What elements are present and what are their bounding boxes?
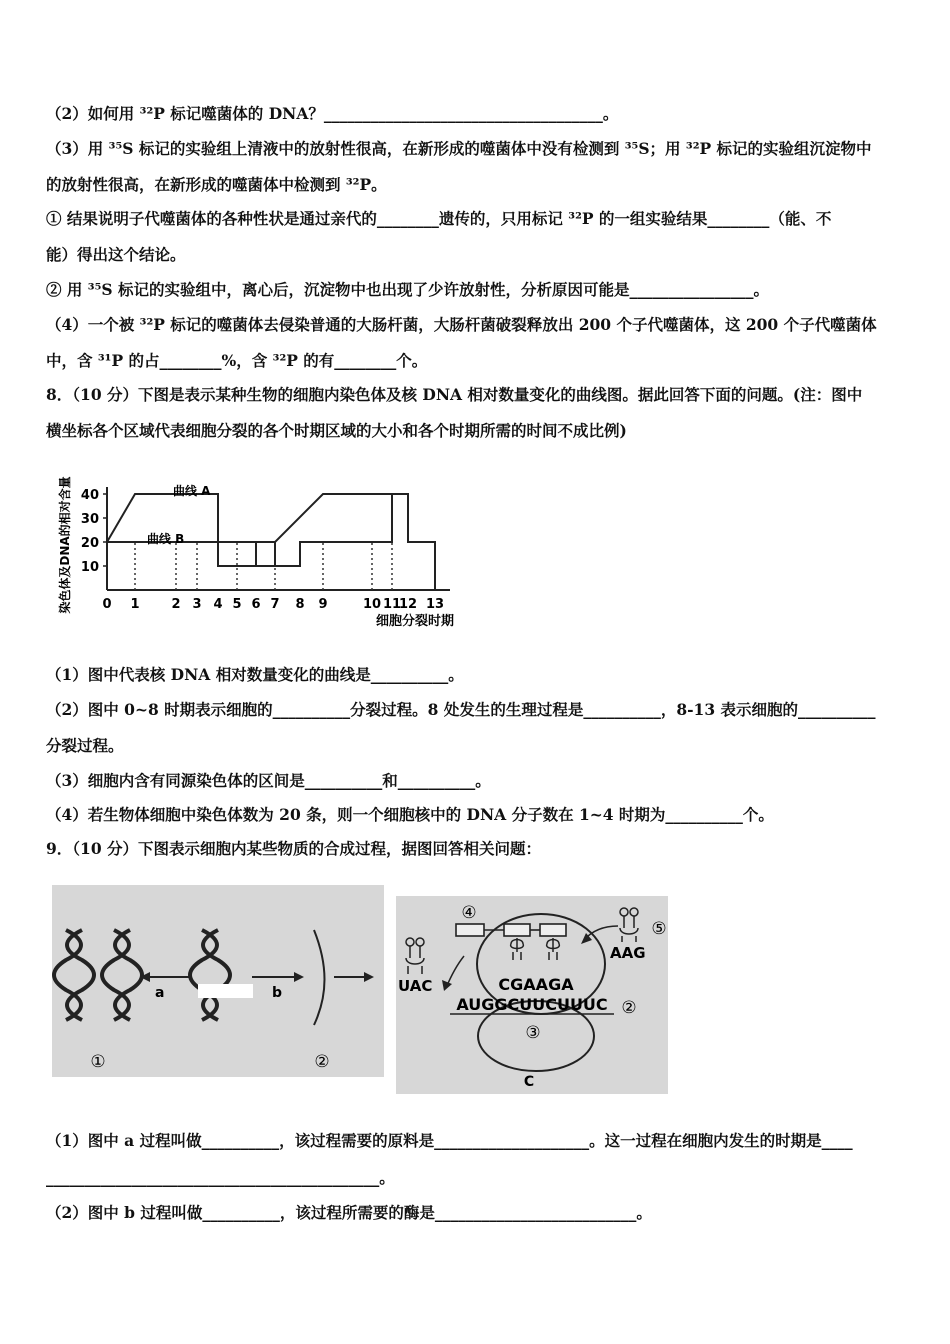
x-tick-label: 12 [398,597,418,612]
y-tick-label: 40 [80,488,99,503]
x-tick-label: 10 [362,597,382,612]
x-tick-label: 2 [171,597,181,612]
anticodon-uac: UAC [398,977,433,995]
q8-part2-line1: （2）图中 0~8 时期表示细胞的__________分裂过程。8 处发生的生理过程是__________，8-13 表示细胞的__________ [46,700,876,719]
q9-part1-line2: ___________________________________________。 [46,1168,395,1187]
q9-intro: 9．（10 分）下图表示细胞内某些物质的合成过程，据图回答相关问题： [46,839,542,858]
x-tick-label: 9 [318,597,328,612]
q7-part2: （2）如何用 ³²P 标记噬菌体的 DNA？____________________________________。 [46,104,619,123]
x-tick-label: 7 [270,597,280,612]
curve-a-line [107,494,435,566]
x-tick-label: 11 [382,597,402,612]
label-2: ② [314,1052,330,1072]
translation-figure [396,896,668,1094]
curve-a-label: 曲线 A [173,484,211,498]
label-3: ③ [525,1023,541,1043]
q9-part2: （2）图中 b 过程叫做__________，该过程所需要的酶是__________________________。 [46,1203,652,1222]
x-tick-label: 5 [232,597,242,612]
q7-part3-sub1-line1: ① 结果说明子代噬菌体的各种性状是通过亲代的________遗传的，只用标记 ³²P 的一组实验结果________（能、不 [46,209,832,228]
q9-part1-line1: （1）图中 a 过程叫做__________，该过程需要的原料是____________________。这一过程在细胞内发生的时期是____ [46,1131,853,1150]
q7-part3-sub2: ② 用 ³⁵S 标记的实验组中，离心后，沉淀物中也出现了少许放射性，分析原因可能是________________。 [46,280,769,299]
polypeptide-chain [456,924,566,936]
q7-part3-sub1-line2: 能）得出这个结论。 [46,245,186,264]
label-b: b [272,985,283,1001]
y-tick-label: 20 [80,536,99,551]
q7-part3-line1: （3）用 ³⁵S 标记的实验组上清液中的放射性很高，在新形成的噬菌体中没有检测到 ³⁵S；用 ³²P 标记的实验组沉淀物中 [46,139,872,158]
q8-part2-line2: 分裂过程。 [46,736,124,755]
x-tick-label: 8 [295,597,305,612]
label-c: C [523,1074,535,1090]
replication-transcription-figure [52,885,384,1077]
q8-part3: （3）细胞内含有同源染色体的区间是__________和__________。 [46,771,491,790]
q7-part3-line2: 的放射性很高，在新形成的噬菌体中检测到 ³²P。 [46,175,387,194]
x-tick-label: 1 [130,597,140,612]
q7-part4-line1: （4）一个被 ³²P 标记的噬菌体去侵染普通的大肠杆菌，大肠杆菌破裂释放出 200 个子代噬菌体，这 200 个子代噬菌体 [46,315,877,334]
x-tick-label: 4 [213,597,223,612]
q8-intro-line1: 8．（10 分）下图是表示某种生物的细胞内染色体及核 DNA 相对数量变化的曲线图。据此回答下面的问题。(注：图中 [46,385,863,404]
y-tick-label: 30 [80,512,99,527]
chart-xlabel: 细胞分裂时期 [375,614,455,629]
anticodon-aag: AAG [610,944,646,962]
label-4: ④ [461,903,477,923]
label-5: ⑤ [651,919,667,939]
q8-part1: （1）图中代表核 DNA 相对数量变化的曲线是__________。 [46,665,464,684]
label-2-right: ② [621,998,637,1018]
x-tick-label: 13 [425,597,445,612]
y-tick-label: 10 [80,560,99,575]
q8-intro-line2: 横坐标各个区域代表细胞分裂的各个时期区域的大小和各个时期所需的时间不成比例) [46,421,627,440]
x-tick-label: 3 [192,597,202,612]
x-tick-label: 0 [102,597,112,612]
q8-part4: （4）若生物体细胞中染色体数为 20 条，则一个细胞核中的 DNA 分子数在 1~4 时期为__________个。 [46,805,774,824]
label-1: ① [90,1052,106,1072]
curve-b-label: 曲线 B [147,532,185,546]
q7-part4-line2: 中，含 ³¹P 的占________%，含 ³²P 的有________个。 [46,351,428,370]
x-tick-label: 6 [251,597,261,612]
chart-ylabel: 染色体及DNA的相对含量 [58,476,72,614]
dna-chromosome-chart [55,465,475,640]
trna-anticodons: CGAAGA [498,975,574,994]
mrna-sequence: AUGGCUUCUUUC [456,995,608,1014]
label-a: a [155,985,165,1001]
